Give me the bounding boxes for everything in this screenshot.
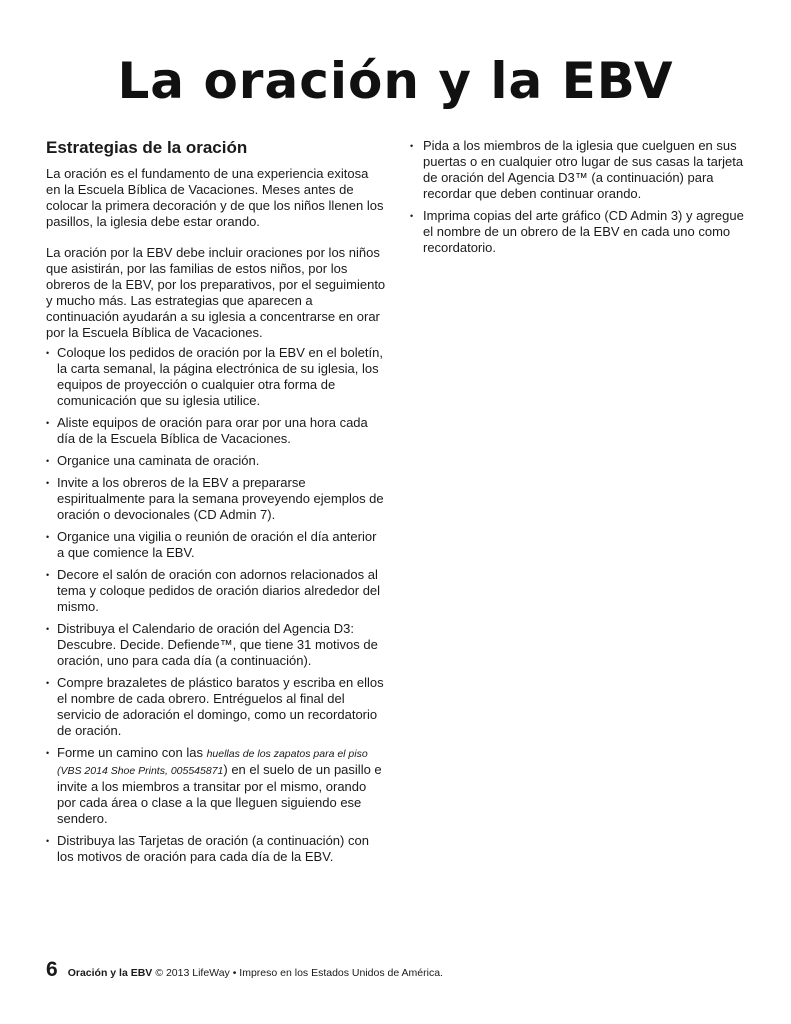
list-item: • Aliste equipos de oración para orar por una hora cada día de la Escuela Bíblica de Vacaciones.: [46, 415, 386, 447]
list-item: • Compre brazaletes de plástico baratos y escriba en ellos el nombre de cada obrero. Entréguelos al final del servicio de adoración el domingo, como un recordatorio de oración.: [46, 675, 386, 739]
left-column: [46, 138, 386, 871]
list-item: • Organice una vigilia o reunión de oración el día anterior a que comience la EBV.: [46, 529, 386, 561]
list-item: • Decore el salón de oración con adornos relacionados al tema y coloque pedidos de oración diarios alrededor del mismo.: [46, 567, 386, 615]
intro-paragraph: La oración es el fundamento de una experiencia exitosa en la Escuela Bíblica de Vacaciones. Meses antes de colocar la primera decoración y de que los niños llenen los pasillos, la iglesia debe estar orando.: [46, 166, 384, 229]
list-item: • Pida a los miembros de la iglesia que cuelguen en sus puertas o en cualquier otro lugar de sus casas la tarjeta de oración del Agencia D3™ (a continuación) para recordar que deben continuar orando.: [410, 138, 750, 202]
list-item-text: ) en el suelo de un pasillo e invite a los miembros a transitar por el mismo, orando por cada área o clase a la que lleguen siguiendo ese sendero.: [57, 762, 382, 826]
footer-book-title: Oración y la EBV: [67, 967, 153, 979]
intro-paragraph: La oración por la EBV debe incluir oraciones por los niños que asistirán, por las familias de estos niños, por los obreros de la EBV, por los preparativos, por el seguimiento y mucho más. Las estrategias que aparecen a continuación ayudarán a su iglesia a concentrarse en orar por la Escuela Bíblica de Vacaciones.: [46, 245, 386, 340]
section-heading: Estrategias de la oración: [46, 138, 248, 157]
footer-copyright: © 2013 LifeWay • Impreso en los Estados Unidos de América.: [155, 967, 443, 979]
page-number: 6: [46, 958, 58, 981]
strategy-list-continued: [410, 138, 750, 256]
list-item: • Organice una caminata de oración.: [46, 453, 386, 469]
list-item: • Coloque los pedidos de oración por la EBV en el boletín, la carta semanal, la página electrónica de su iglesia, los equipos de proyección o cualquier otra forma de comunicación que su iglesia utilice.: [46, 345, 386, 409]
list-item: • Distribuya las Tarjetas de oración (a continuación) con los motivos de oración para cada día de la EBV.: [46, 833, 386, 865]
right-column: [410, 138, 750, 262]
strategy-list: [46, 345, 386, 865]
product-reference: huellas de los zapatos para el piso (VBS 2014 Shoe Prints, 005545871: [57, 748, 368, 777]
list-item: • Imprima copias del arte gráfico (CD Admin 3) y agregue el nombre de un obrero de la EBV en cada uno como recordatorio.: [410, 208, 750, 256]
list-item-text: Forme un camino con las: [57, 745, 207, 760]
page-title: La oración y la EBV: [117, 52, 674, 110]
list-item: • Invite a los obreros de la EBV a prepararse espiritualmente para la semana proveyendo ejemplos de oración o devocionales (CD Admin 7).: [46, 475, 386, 523]
list-item: [46, 745, 386, 827]
list-item: • Distribuya el Calendario de oración del Agencia D3: Descubre. Decide. Defiende™, que tiene 31 motivos de oración, uno para cada día (a continuación).: [46, 621, 386, 669]
page-footer: [46, 958, 443, 982]
